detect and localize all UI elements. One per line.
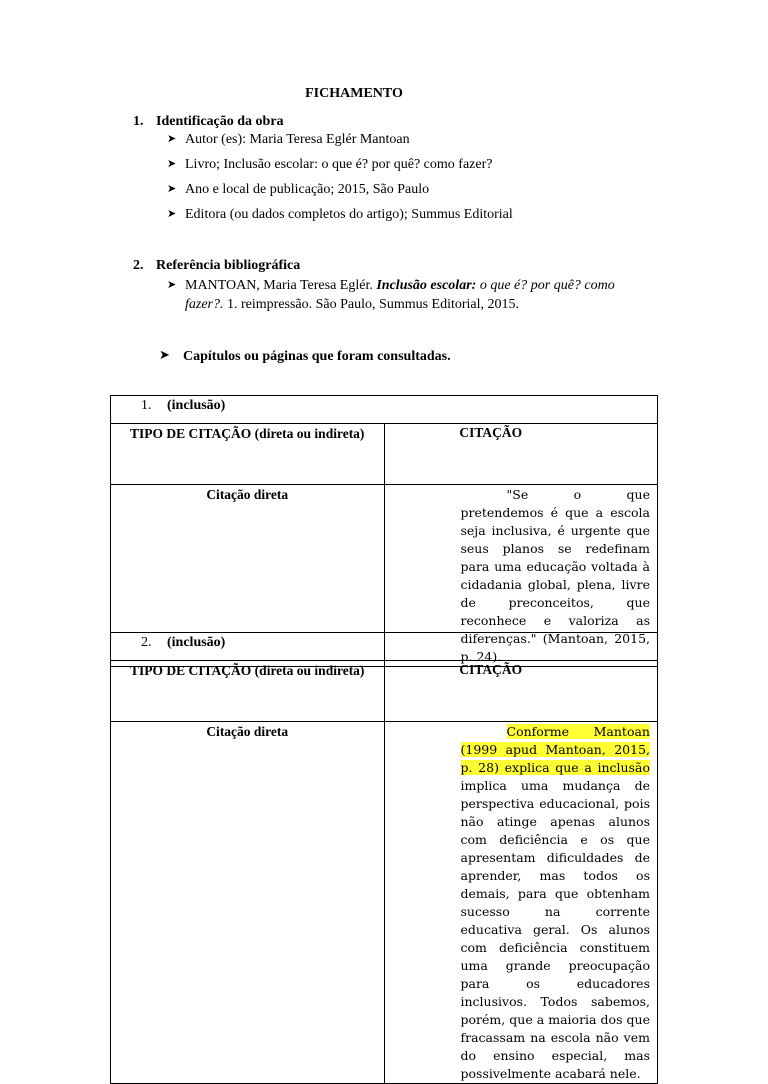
reference-author: MANTOAN, Maria Teresa Eglér. [185, 278, 373, 293]
column-header-type [111, 661, 385, 722]
column-header-citation-text: CITAÇÃO [459, 425, 523, 440]
column-header-citation [384, 424, 658, 485]
citation-cell [384, 722, 658, 1084]
reference-details: 1. reimpressão. São Paulo, Summus Editorial, 2015. [227, 297, 520, 312]
arrow-bullet-icon: ➤ [167, 132, 177, 145]
table-title-cell [111, 396, 658, 424]
table-row [111, 722, 658, 1084]
type-cell [111, 722, 385, 1084]
column-header-type-text: TIPO DE CITAÇÃO (direta ou indireta) [130, 663, 365, 678]
list-item [167, 182, 429, 198]
arrow-bullet-icon: ➤ [159, 348, 170, 363]
citation-type: Citação direta [206, 724, 289, 739]
arrow-bullet-icon: ➤ [167, 207, 177, 220]
citation-text [385, 722, 658, 1083]
column-header-type-text: TIPO DE CITAÇÃO (direta ou indireta) [130, 426, 365, 441]
document-title: FICHAMENTO [305, 86, 403, 101]
chapters-heading [159, 348, 451, 365]
column-header-citation-text: CITAÇÃO [459, 662, 523, 677]
arrow-bullet-icon: ➤ [167, 182, 177, 195]
list-item-text: Editora (ou dados completos do artigo); Summus Editorial [185, 207, 513, 222]
list-item-text: Autor (es): Maria Teresa Eglér Mantoan [185, 132, 410, 147]
citation-highlight: Conforme Mantoan (1999 apud Mantoan, 2015, p. 28) explica que a inclusão [460, 724, 650, 775]
list-item [167, 207, 513, 223]
citation-body: "Se o que pretendemos é que a escola seja inclusiva, é urgente que seus planos se redefinam para uma educação voltada à cidadania global, plena, livre de preconceitos, que reconhece e valoriza as diferenças." (Mantoan, 2015, p. 24). [460, 487, 650, 664]
section1-heading [133, 114, 284, 130]
bibliographic-reference [167, 275, 657, 314]
table-label: (inclusão) [167, 635, 226, 650]
column-header-citation [384, 661, 658, 722]
table-title-cell [111, 633, 658, 661]
citation-body: implica uma mudança de perspectiva educacional, pois não atinge apenas alunos com deficiência e os que apresentam dificuldades de aprender, mas todos os demais, para que obtenham sucesso na corrente educativa geral. Os alunos com deficiência constituem uma grande preocupação para os educadores inclusivos. Todos sabemos, porém, que a maioria dos que fracassam na escola não vem do ensino especial, mas possivelmente acabará nele. [460, 778, 650, 1081]
section2-heading [133, 258, 300, 274]
citation-table-1 [110, 395, 658, 667]
table-number: 2. [141, 635, 152, 650]
reference-title: Inclusão escolar: [376, 278, 477, 293]
reference-subtitle-end: fazer?. [185, 297, 224, 312]
section2-number: 2. [133, 258, 144, 273]
chapters-heading-text: Capítulos ou páginas que foram consultadas. [183, 349, 451, 364]
reference-subtitle: o que é? por quê? como [479, 278, 615, 293]
table-label: (inclusão) [167, 398, 226, 413]
section1-heading-text: Identificação da obra [156, 114, 284, 129]
section1-number: 1. [133, 114, 144, 129]
arrow-bullet-icon: ➤ [167, 278, 177, 291]
table-number: 1. [141, 398, 152, 413]
list-item-text: Livro; Inclusão escolar: o que é? por quê? como fazer? [185, 157, 493, 172]
column-header-type [111, 424, 385, 485]
section2-heading-text: Referência bibliográfica [156, 258, 301, 273]
list-item-text: Ano e local de publicação; 2015, São Paulo [185, 182, 430, 197]
list-item [167, 132, 410, 148]
citation-table-2 [110, 632, 658, 1084]
list-item [167, 157, 492, 173]
citation-type: Citação direta [206, 487, 289, 502]
arrow-bullet-icon: ➤ [167, 157, 177, 170]
